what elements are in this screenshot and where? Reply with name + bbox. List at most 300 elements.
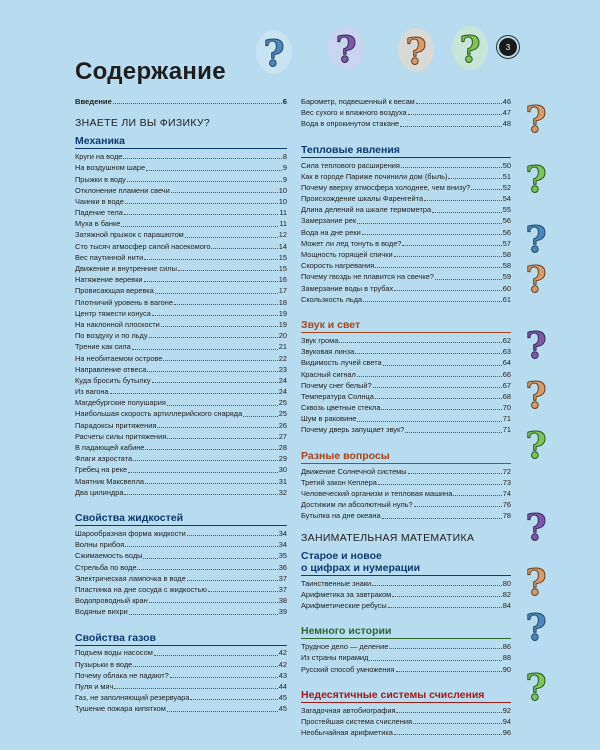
toc-entry-page: 22: [278, 353, 287, 363]
toc-entry[interactable]: [301, 271, 511, 282]
toc-entry[interactable]: [75, 252, 287, 263]
toc-entry-page: 90: [502, 664, 511, 674]
toc-entry-intro[interactable]: Введение 6: [75, 96, 287, 106]
question-bubble-green-icon: [512, 418, 560, 478]
toc-leader-dots: [145, 449, 277, 450]
toc-entry[interactable]: [75, 453, 287, 464]
toc-leader-dots: [416, 103, 502, 104]
toc-leader-dots: [133, 666, 277, 667]
toc-entry-page: 8: [282, 152, 287, 162]
toc-entry-title: Арифметика за завтраком: [301, 589, 392, 599]
toc-entry[interactable]: [301, 160, 511, 171]
toc-entry-page: 57: [502, 238, 511, 248]
toc-entry-page: 27: [278, 431, 287, 441]
toc-entry[interactable]: [75, 476, 287, 487]
toc-entry[interactable]: [301, 425, 511, 436]
toc-entry-page: 10: [278, 185, 287, 195]
toc-entry-title: Звуковая линза: [301, 347, 355, 357]
toc-entry-title: Трудное дело — деление: [301, 642, 389, 652]
toc-entry-title: Таинственные знаки: [301, 578, 372, 588]
toc-leader-dots: [174, 304, 278, 305]
toc-entry-title: Провисающая веревка: [75, 286, 154, 296]
toc-leader-dots: [170, 677, 278, 678]
toc-entry[interactable]: [75, 703, 287, 714]
toc-entry[interactable]: [301, 499, 511, 510]
toc-list-numbers: [301, 578, 511, 612]
toc-entry-title: Прыжки в воду: [75, 174, 126, 184]
toc-entry[interactable]: [301, 238, 511, 249]
toc-entry-page: 62: [502, 335, 511, 345]
toc-entry[interactable]: [75, 431, 287, 442]
toc-entry[interactable]: [301, 380, 511, 391]
toc-entry-title: Отклонение пламени свечи: [75, 185, 170, 195]
toc-entry-page: 10: [278, 196, 287, 206]
toc-entry-page: 11: [279, 208, 287, 218]
page-title: Содержание: [75, 58, 226, 85]
toc-entry[interactable]: [75, 364, 287, 375]
toc-entry[interactable]: [75, 573, 287, 584]
toc-list-nondecimal: [301, 705, 511, 739]
toc-entry-title: Магдебургские полушария: [75, 398, 166, 408]
toc-leader-dots: [396, 712, 501, 713]
toc-entry[interactable]: [75, 341, 287, 352]
toc-entry-page: 68: [502, 391, 511, 401]
toc-entry-page: 94: [502, 716, 511, 726]
toc-entry-title: Бутылка на дне океана: [301, 511, 381, 521]
toc-entry[interactable]: [301, 589, 511, 600]
toc-entry-page: 19: [278, 308, 287, 318]
toc-entry-page: 14: [278, 241, 287, 251]
toc-entry-title: Флаги аэростата: [75, 454, 133, 464]
toc-entry[interactable]: [75, 487, 287, 498]
toc-entry-page: 51: [502, 171, 511, 181]
toc-leader-dots: [394, 734, 502, 735]
toc-entry[interactable]: [75, 285, 287, 296]
toc-entry[interactable]: [301, 227, 511, 238]
svg-text:?: ?: [263, 33, 285, 75]
question-bubble-tan-icon: [392, 24, 440, 84]
toc-entry[interactable]: [75, 659, 287, 670]
toc-entry[interactable]: [301, 193, 511, 204]
toc-entry-page: 24: [278, 387, 287, 397]
toc-entry[interactable]: [301, 510, 511, 521]
toc-entry[interactable]: [75, 263, 287, 274]
toc-entry-title: Стрельба по воде: [75, 562, 137, 572]
toc-leader-dots: [394, 290, 502, 291]
toc-entry-page: 66: [502, 369, 511, 379]
toc-entry-title: Водопроводный кран: [75, 596, 148, 606]
toc-entry[interactable]: [301, 204, 511, 215]
svg-text:?: ?: [525, 325, 547, 367]
toc-right-column: [301, 96, 511, 738]
toc-entry-page: 42: [278, 648, 287, 658]
toc-entry-page: 30: [278, 465, 287, 475]
toc-entry-title: Расчеты силы притяжения: [75, 431, 167, 441]
toc-entry[interactable]: [301, 652, 511, 663]
toc-leader-dots: [339, 342, 501, 343]
toc-entry-page: 59: [502, 272, 511, 282]
question-bubble-green-icon: [512, 152, 560, 212]
toc-entry-page: 28: [278, 443, 287, 453]
toc-entry-title: На наклонной плоскости: [75, 319, 160, 329]
toc-entry[interactable]: [75, 375, 287, 386]
toc-entry-title: Два цилиндра: [75, 487, 124, 497]
toc-left-column: [75, 96, 287, 715]
toc-entry-title: Почему облака не падают?: [75, 670, 169, 680]
toc-entry[interactable]: [301, 294, 511, 305]
toc-leader-dots: [381, 409, 501, 410]
svg-text:?: ?: [525, 507, 547, 549]
toc-entry[interactable]: [301, 727, 511, 738]
toc-entry-title: Парадоксы притяжения: [75, 420, 157, 430]
toc-list-sound-light: [301, 335, 511, 436]
toc-entry-title: Почему дверь запущает звук?: [301, 425, 405, 435]
toc-leader-dots: [128, 472, 278, 473]
svg-text:?: ?: [525, 607, 547, 649]
toc-leader-dots: [143, 558, 277, 559]
toc-entry[interactable]: [75, 308, 287, 319]
toc-entry[interactable]: [301, 664, 511, 675]
toc-entry-title: Круги на воде: [75, 152, 123, 162]
toc-entry-page: 18: [278, 297, 287, 307]
toc-leader-dots: [125, 546, 278, 547]
toc-entry-title: Как в городе Париже починили дом (быль): [301, 171, 448, 181]
toc-entry[interactable]: [301, 357, 511, 368]
toc-entry[interactable]: [75, 297, 287, 308]
toc-entry[interactable]: [301, 216, 511, 227]
toc-leader-dots: [357, 223, 502, 224]
toc-leader-dots: [357, 421, 501, 422]
page-number: 3: [499, 38, 517, 56]
toc-entry-page: 42: [278, 659, 287, 669]
toc-entry[interactable]: [75, 397, 287, 408]
toc-entry[interactable]: [75, 207, 287, 218]
toc-entry-page: 25: [278, 398, 287, 408]
toc-entry-title: Газ, не заполняющий резервуара: [75, 693, 190, 703]
toc-leader-dots: [401, 167, 502, 168]
toc-entry-page: 11: [279, 219, 287, 229]
toc-entry[interactable]: [301, 600, 511, 611]
toc-entry-title: Человеческий организм и тепловая машина: [301, 489, 453, 499]
toc-leader-dots: [357, 376, 502, 377]
part-heading-math: ЗАНИМАТЕЛЬНАЯ МАТЕМАТИКА: [301, 531, 475, 544]
toc-entry-title: Замерзание воды в трубах: [301, 283, 394, 293]
toc-entry-page: 58: [502, 261, 511, 271]
toc-leader-dots: [388, 607, 502, 608]
toc-entry-title: Движение Солнечной системы: [301, 466, 407, 476]
toc-leader-dots: [152, 382, 278, 383]
toc-entry-title: Водяные вихри: [75, 607, 128, 617]
toc-entry-page: 84: [502, 600, 511, 610]
toc-entry-page: 44: [278, 682, 287, 692]
toc-entry-title: Сто тысяч атмосфер силой насекомого: [75, 241, 211, 251]
toc-entry[interactable]: [301, 716, 511, 727]
toc-entry-page: 88: [502, 653, 511, 663]
toc-entry-page: 21: [278, 342, 287, 352]
svg-text:?: ?: [525, 667, 547, 709]
section-heading-mechanics: Механика: [75, 135, 287, 149]
toc-entry-title: Падение тела: [75, 208, 123, 218]
toc-leader-dots: [147, 371, 277, 372]
toc-leader-dots: [243, 416, 278, 417]
toc-list-history: [301, 641, 511, 675]
toc-entry[interactable]: [75, 595, 287, 606]
toc-leader-dots: [382, 518, 502, 519]
toc-leader-dots: [152, 315, 278, 316]
toc-entry-title: Третий закон Кеплера: [301, 477, 377, 487]
toc-entry-title: Красный сигнал: [301, 369, 356, 379]
toc-leader-dots: [378, 484, 502, 485]
toc-entry[interactable]: [301, 335, 511, 346]
toc-leader-dots: [424, 200, 502, 201]
toc-leader-dots: [149, 337, 278, 338]
toc-entry-title: Из страны пирамид: [301, 653, 369, 663]
toc-entry-page: 16: [278, 275, 287, 285]
toc-leader-dots: [185, 237, 278, 238]
toc-leader-dots: [187, 535, 278, 536]
toc-entry[interactable]: [301, 477, 511, 488]
toc-entry-page: 35: [278, 551, 287, 561]
part-heading-physics: ЗНАЕТЕ ЛИ ВЫ ФИЗИКУ?: [75, 117, 210, 130]
toc-entry[interactable]: [75, 584, 287, 595]
toc-entry[interactable]: [75, 420, 287, 431]
toc-entry-page: 71: [502, 414, 511, 424]
toc-entry-page: 55: [502, 205, 511, 215]
toc-entry-title: Волны прибоя: [75, 540, 125, 550]
toc-entry-page: 58: [502, 250, 511, 260]
toc-leader-dots: [405, 432, 501, 433]
toc-leader-dots: [402, 245, 501, 246]
toc-leader-dots: [471, 189, 502, 190]
toc-entry-page: 48: [502, 119, 511, 129]
toc-entry-title: Загадочная автобиография: [301, 705, 396, 715]
toc-leader-dots: [373, 387, 502, 388]
toc-leader-dots: [167, 711, 278, 712]
toc-entry[interactable]: [301, 641, 511, 652]
toc-entry-page: 74: [502, 489, 511, 499]
toc-leader-dots: [432, 212, 502, 213]
svg-text:?: ?: [525, 99, 547, 141]
toc-entry[interactable]: [75, 274, 287, 285]
toc-leader-dots: [435, 279, 502, 280]
toc-entry[interactable]: [301, 488, 511, 499]
toc-list-mechanics: [75, 151, 287, 498]
toc-entry-page: 86: [502, 642, 511, 652]
toc-entry-page: 36: [278, 562, 287, 572]
toc-leader-dots: [124, 494, 277, 495]
toc-entry[interactable]: [301, 283, 511, 294]
toc-entry-title: Трение как сила: [75, 342, 131, 352]
svg-text:?: ?: [525, 425, 547, 467]
section-heading-history: Немного истории: [301, 625, 511, 639]
toc-entry-title: Вес сухого и влажного воздуха: [301, 108, 407, 118]
toc-leader-dots: [383, 365, 502, 366]
toc-leader-dots: [146, 170, 282, 171]
toc-leader-dots: [133, 460, 278, 461]
toc-entry[interactable]: [75, 241, 287, 252]
toc-leader-dots: [123, 158, 282, 159]
toc-entry-page: 26: [278, 420, 287, 430]
toc-entry[interactable]: [301, 391, 511, 402]
toc-entry-title: Электрическая лампочка в воде: [75, 573, 186, 583]
toc-entry[interactable]: [75, 319, 287, 330]
svg-text:?: ?: [459, 29, 481, 71]
toc-entry-title: Шарообразная форма жидкости: [75, 528, 186, 538]
toc-entry[interactable]: [301, 171, 511, 182]
question-bubble-tan-icon: [512, 92, 560, 152]
toc-entry[interactable]: [75, 670, 287, 681]
toc-leader-dots: [167, 438, 277, 439]
toc-entry[interactable]: [75, 606, 287, 617]
toc-leader-dots: [154, 655, 278, 656]
toc-entry[interactable]: [301, 578, 511, 589]
toc-entry[interactable]: [75, 230, 287, 241]
toc-entry-page: 82: [502, 589, 511, 599]
toc-entry-title: Затяжной прыжок с парашютом: [75, 230, 184, 240]
toc-leader-dots: [171, 192, 278, 193]
toc-entry[interactable]: [75, 409, 287, 420]
toc-entry[interactable]: [301, 413, 511, 424]
toc-entry-page: 96: [502, 728, 511, 738]
toc-entry-title: Плотничий уровень в вагоне: [75, 297, 173, 307]
toc-entry[interactable]: [75, 151, 287, 162]
toc-entry-page: 15: [278, 252, 287, 262]
toc-entry-title: На воздушном шаре: [75, 163, 146, 173]
toc-entry-page: 67: [502, 380, 511, 390]
toc-entry-title: Может ли лед тонуть в воде?: [301, 238, 402, 248]
toc-leader-dots: [167, 405, 278, 406]
toc-entry-page: 70: [502, 403, 511, 413]
question-bubble-purple-icon: [512, 500, 560, 560]
toc-entry-title: Куда бросить бутылку: [75, 375, 151, 385]
section-heading-sound-light: Звук и свет: [301, 319, 511, 333]
toc-entry[interactable]: [75, 550, 287, 561]
toc-entry-title: Вес паутинной нити: [75, 252, 144, 262]
toc-entry[interactable]: [75, 185, 287, 196]
question-bubble-purple-icon: [322, 22, 370, 82]
toc-entry-page: 73: [502, 477, 511, 487]
toc-entry[interactable]: [75, 442, 287, 453]
toc-leader-dots: [155, 293, 278, 294]
toc-entry-title: Тушение пожара кипятком: [75, 704, 166, 714]
toc-entry-title: Шум в раковине: [301, 414, 357, 424]
question-bubble-green-icon: [446, 22, 494, 82]
toc-entry-title: Почему снег белый?: [301, 380, 372, 390]
toc-leader-dots: [125, 203, 278, 204]
toc-entry-page: 17: [278, 286, 287, 296]
section-heading-liquids: Свойства жидкостей: [75, 512, 287, 526]
toc-leader-dots: [453, 495, 501, 496]
svg-text:?: ?: [525, 159, 547, 201]
toc-entry[interactable]: [75, 539, 287, 550]
toc-entry-page: 19: [278, 319, 287, 329]
toc-entry-page: 54: [502, 194, 511, 204]
toc-leader-dots: [144, 281, 278, 282]
toc-entry[interactable]: [301, 346, 511, 357]
toc-entry[interactable]: [301, 249, 511, 260]
toc-leader-dots: [448, 178, 501, 179]
toc-entry-page: 56: [502, 216, 511, 226]
toc-entry-title: Сила теплового расширения: [301, 160, 400, 170]
toc-entry-title: В падающей кабине: [75, 443, 145, 453]
toc-entry-title: Пуля и мяч: [75, 682, 114, 692]
toc-entry-page: 47: [502, 108, 511, 118]
question-bubble-green-icon: [512, 660, 560, 720]
toc-leader-dots: [178, 270, 278, 271]
toc-entry[interactable]: [75, 528, 287, 539]
toc-leader-dots: [400, 126, 502, 127]
toc-leader-dots: [187, 580, 278, 581]
toc-entry[interactable]: [75, 648, 287, 659]
toc-entry[interactable]: [75, 681, 287, 692]
toc-entry[interactable]: [75, 174, 287, 185]
toc-entry[interactable]: [75, 562, 287, 573]
toc-entry[interactable]: [301, 96, 511, 107]
question-bubble-blue-icon: [250, 26, 298, 86]
toc-leader-dots: [121, 226, 278, 227]
toc-entry-page: 37: [278, 584, 287, 594]
toc-entry-title: Сквозь цветные стекла: [301, 403, 381, 413]
toc-entry-title: Центр тяжести конуса: [75, 308, 151, 318]
toc-entry[interactable]: [301, 369, 511, 380]
toc-leader-dots: [161, 326, 278, 327]
toc-entry-title: Пузырьки в воде: [75, 659, 133, 669]
toc-entry-title: Видимость лучей света: [301, 358, 382, 368]
toc-entry-page: 43: [278, 670, 287, 680]
toc-entry-title: Почему гвоздь не плавится на свечке?: [301, 272, 434, 282]
toc-entry[interactable]: [75, 386, 287, 397]
toc-leader-dots: [372, 585, 502, 586]
toc-entry[interactable]: [301, 466, 511, 477]
toc-entry[interactable]: [75, 353, 287, 364]
toc-entry[interactable]: [301, 260, 511, 271]
toc-leader-dots: [375, 398, 502, 399]
toc-entry[interactable]: [301, 107, 511, 118]
toc-leader-dots: [157, 427, 277, 428]
toc-entry[interactable]: [301, 705, 511, 716]
toc-entry-page: 80: [502, 578, 511, 588]
toc-entry[interactable]: [75, 692, 287, 703]
toc-entry-page: 45: [278, 704, 287, 714]
toc-leader-dots: [375, 267, 502, 268]
toc-entry-title: Барометр, подвешенный к весам: [301, 96, 415, 106]
toc-entry[interactable]: [75, 218, 287, 229]
toc-entry[interactable]: [75, 162, 287, 173]
toc-leader-dots: [413, 723, 502, 724]
toc-entry[interactable]: [75, 196, 287, 207]
toc-entry[interactable]: [301, 182, 511, 193]
toc-entry-page: 9: [282, 174, 287, 184]
toc-entry-title: По воздуху и по льду: [75, 331, 148, 341]
toc-entry-page: 61: [502, 294, 511, 304]
toc-entry-title: Натяжение веревки: [75, 275, 143, 285]
svg-text:?: ?: [525, 219, 547, 261]
toc-entry-title: Движение и внутренние силы: [75, 264, 177, 274]
toc-entry[interactable]: [75, 330, 287, 341]
toc-entry-title: Пластинка на дне сосуда с жидкостью: [75, 584, 207, 594]
toc-entry-page: 39: [278, 607, 287, 617]
toc-entry[interactable]: [301, 118, 511, 129]
toc-leader-dots: [414, 506, 502, 507]
toc-entry-page: 38: [278, 596, 287, 606]
toc-entry-title: Звук грома: [301, 335, 339, 345]
toc-entry[interactable]: [75, 464, 287, 475]
section-heading-various: Разные вопросы: [301, 450, 511, 464]
toc-entry[interactable]: [301, 402, 511, 413]
toc-entry-title: Необычайная арифметика: [301, 728, 393, 738]
toc-entry-title: Скорость нагревания: [301, 261, 375, 271]
toc-leader-dots: [369, 660, 501, 661]
